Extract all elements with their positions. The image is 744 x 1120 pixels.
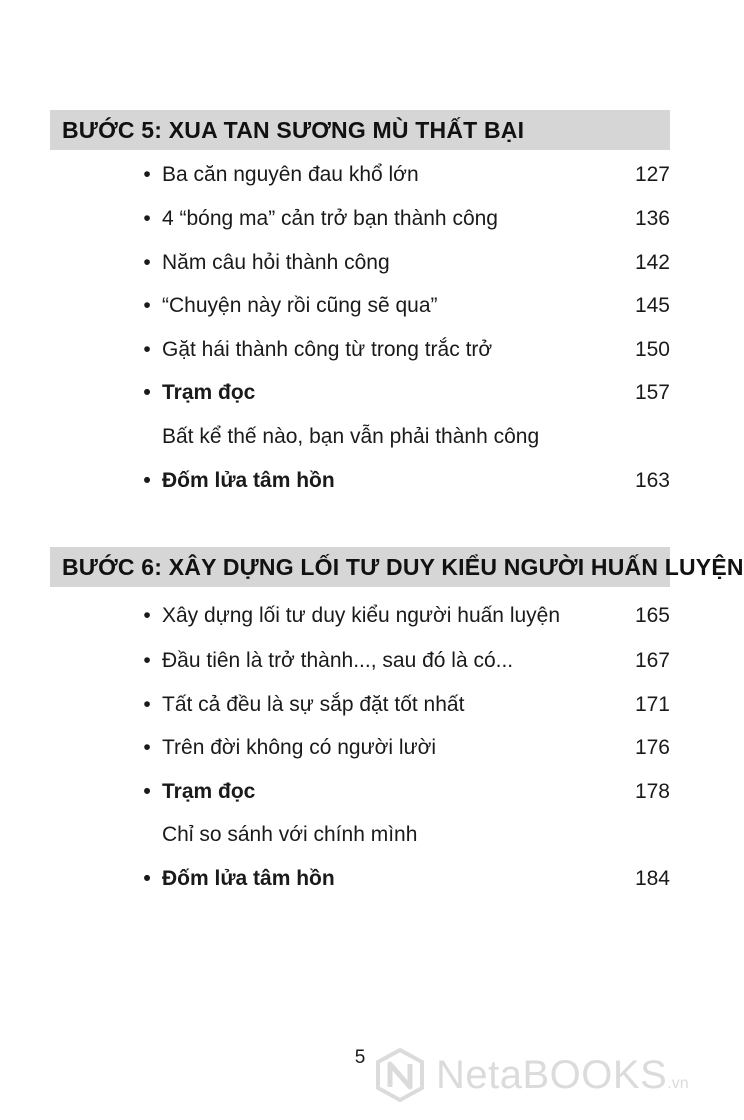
bullet-marker: • (143, 163, 151, 186)
toc-entry-title: Chỉ so sánh với chính mình (162, 823, 418, 846)
toc-entry[interactable] (0, 291, 700, 321)
toc-entry[interactable] (0, 335, 700, 365)
toc-entry-title: Bất kể thế nào, bạn vẫn phải thành công (162, 425, 540, 448)
toc-entry[interactable] (0, 248, 700, 278)
toc-entry-page: 145 (634, 294, 670, 317)
toc-entry-title: Xây dựng lối tư duy kiểu người huấn luyện (162, 604, 561, 627)
toc-entry-title: Trạm đọc (162, 381, 256, 404)
toc-entry-title: Đốm lửa tâm hồn (162, 469, 335, 492)
page-number: 5 (354, 1047, 366, 1068)
toc-entry-page: 165 (634, 604, 670, 627)
toc-entry-bold[interactable] (0, 864, 700, 894)
toc-entry-title: Tất cả đều là sự sắp đặt tốt nhất (162, 693, 465, 716)
toc-entry-title: “Chuyện này rồi cũng sẽ qua” (162, 294, 438, 317)
toc-entry-title: Đốm lửa tâm hồn (162, 867, 335, 890)
toc-entry-page: 127 (634, 163, 670, 186)
watermark-text: NetaBOOKS (436, 1052, 668, 1097)
toc-entry-page: 142 (634, 251, 670, 274)
toc-entry-title: Năm câu hỏi thành công (162, 251, 390, 274)
bullet-marker: • (143, 649, 151, 672)
toc-entry-page: 171 (634, 693, 670, 716)
toc-entry-page: 150 (634, 338, 670, 361)
bullet-marker: • (143, 469, 151, 492)
bullet-marker: • (143, 736, 151, 759)
toc-entry-page: 178 (634, 780, 670, 803)
section-heading-step-5: BƯỚC 5: XUA TAN SƯƠNG MÙ THẤT BẠI (50, 110, 670, 150)
bullet-marker: • (143, 338, 151, 361)
section-heading-step-6: BƯỚC 6: XÂY DỰNG LỐI TƯ DUY KIỂU NGƯỜI HUẤN LUYỆN (50, 547, 670, 587)
bullet-marker: • (143, 381, 151, 404)
bullet-marker: • (143, 294, 151, 317)
bullet-marker: • (143, 867, 151, 890)
toc-entry-title: 4 “bóng ma” cản trở bạn thành công (162, 207, 498, 230)
toc-entry-page: 157 (634, 381, 670, 404)
toc-entry-bold[interactable] (0, 378, 700, 408)
toc-entry-page: 167 (634, 649, 670, 672)
toc-entry-bold[interactable] (0, 466, 700, 496)
toc-entry-page: 176 (634, 736, 670, 759)
toc-entry[interactable] (0, 733, 700, 763)
toc-entry[interactable] (0, 690, 700, 720)
bullet-marker: • (143, 251, 151, 274)
toc-entry[interactable] (0, 160, 700, 190)
toc-entry[interactable] (0, 204, 700, 234)
bullet-marker: • (143, 207, 151, 230)
bullet-marker: • (143, 604, 151, 627)
toc-entry-title: Ba căn nguyên đau khổ lớn (162, 163, 419, 186)
toc-entry-subtitle (0, 820, 700, 850)
toc-entry-page: 184 (634, 867, 670, 890)
toc-entry-bold[interactable] (0, 777, 700, 807)
toc-entry-title: Trên đời không có người lười (162, 736, 437, 759)
toc-entry-subtitle (0, 422, 700, 452)
toc-entry[interactable] (0, 601, 700, 631)
toc-entry[interactable] (0, 646, 700, 676)
toc-entry-title: Đầu tiên là trở thành..., sau đó là có... (162, 649, 514, 672)
toc-entry-page: 136 (634, 207, 670, 230)
toc-entry-page: 163 (634, 469, 670, 492)
netabooks-logo-icon (372, 1047, 428, 1103)
toc-entry-title: Gặt hái thành công từ trong trắc trở (162, 338, 493, 361)
watermark-suffix: .vn (667, 1075, 689, 1092)
toc-entry-title: Trạm đọc (162, 780, 256, 803)
watermark (372, 1045, 689, 1105)
bullet-marker: • (143, 780, 151, 803)
bullet-marker: • (143, 693, 151, 716)
